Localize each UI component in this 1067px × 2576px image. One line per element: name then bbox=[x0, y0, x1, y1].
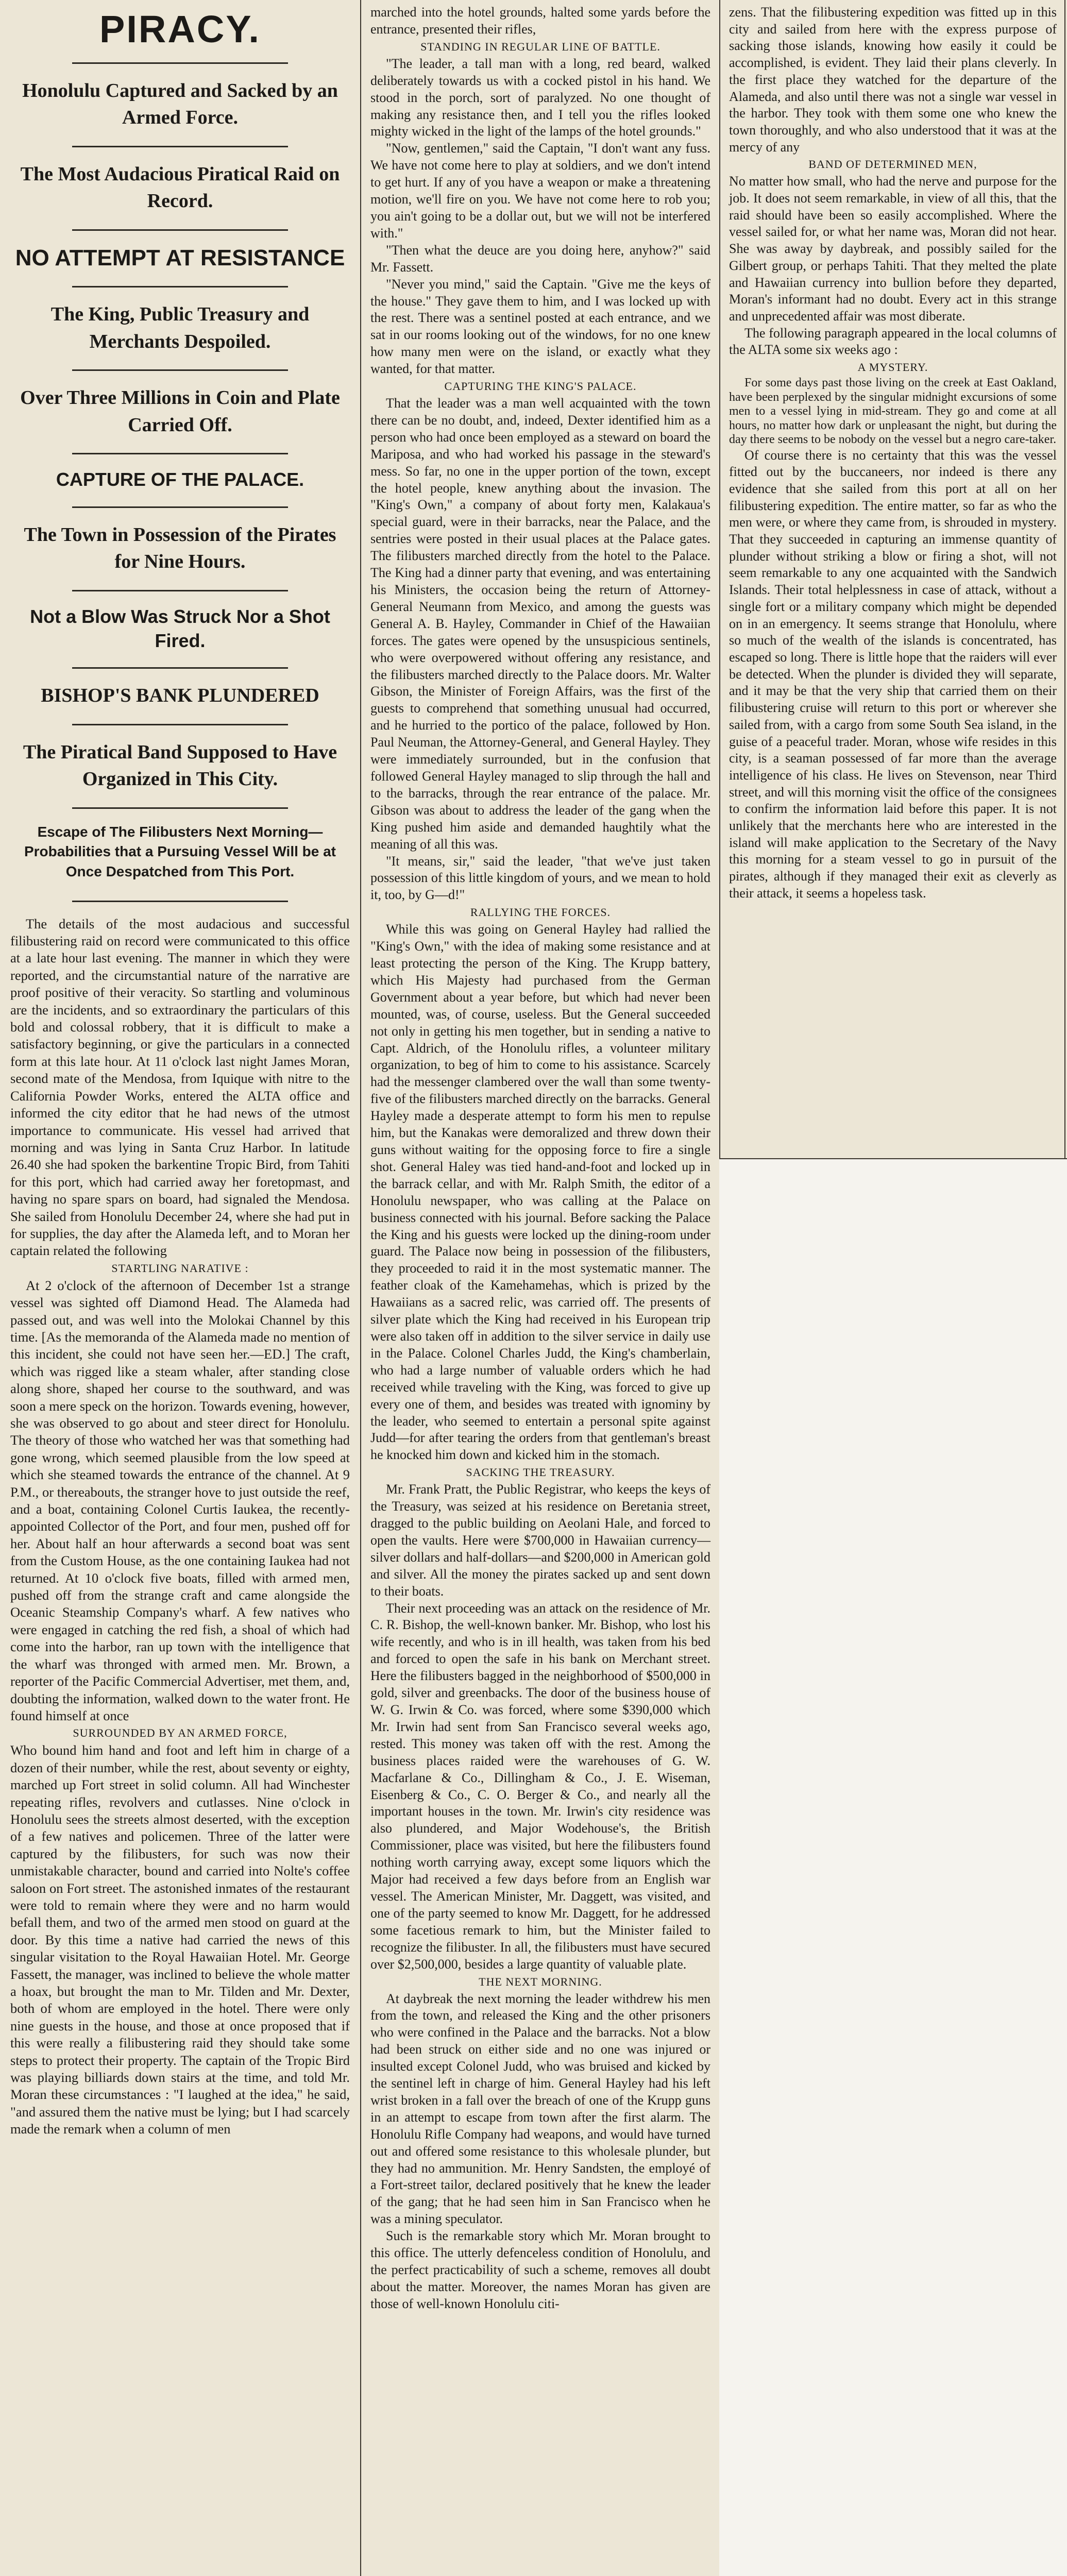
article-paragraph: Mr. Frank Pratt, the Public Registrar, who keeps the keys of the Treasury, was seized at his residence on Beretania street, dragged to the public building on Aeolani Hale, and forced to open the vaults. Here were $700,000 in Hawaiian currency—silver dollars and half-dollars—and $200,000 in American gold and silver. All the money the pirates sacked up and sent down to their boats. bbox=[370, 1482, 710, 1599]
section-heading: SURROUNDED BY AN ARMED FORCE, bbox=[73, 1726, 287, 1740]
headline-deck-7: The Town in Possession of the Pirates for Nine Hours. bbox=[24, 523, 336, 573]
headline-deck-8: Not a Blow Was Struck Nor a Shot Fired. bbox=[30, 605, 330, 651]
headline-deck-1: Honolulu Captured and Sacked by an Armed Force. bbox=[22, 80, 338, 129]
headline-deck-10: The Piratical Band Supposed to Have Organized in This City. bbox=[23, 741, 337, 790]
article-paragraph: Their next proceeding was an attack on the residence of Mr. C. R. Bishop, the well-known banker. Mr. Bishop, who lost his wife recently, and who is in ill health, was taken from his bed and forced to open the safe in his bank on Merchant street. Here the filibusters bagged in the neighborhood of $500,000 in gold, silver and greenbacks. The door of the business house of W. G. Irwin & Co. was forced, where some $390,000 which Mr. Irwin had sent from San Francisco several weeks ago, rested. This money was taken off with the rest. Among the business places raided were the warehouses of G. W. Macfarlane & Co., Dillingham & Co., J. E. Wiseman, Eisenberg & Co., C. O. Berger & Co., and nearly all the important houses in the town. Mr. Irwin's city residence was also plundered, and Major Wodehouse's, the British Commissioner, place was visited, but here the filibusters found nothing worth carrying away, except some liquors which the Major had received a few days before from an English war vessel. The American Minister, Mr. Daggett, was visited, and one of the party seemed to know Mr. Daggett, for he addressed some facetious remark to him, but the Minister failed to recognize the filibuster. In all, the filibusters must have secured over $2,500,000, besides a large quantity of valuable plate. bbox=[370, 1600, 710, 1972]
article-paragraph: "The leader, a tall man with a long, red beard, walked deliberately towards us with a cocked pistol in his hand. We stood in the porch, sort of paralyzed. No one thought of making any resistance then, and I tell you the rifles looked mighty wicked in the light of the lamps of the hotel grounds." bbox=[370, 56, 710, 139]
article-paragraph: While this was going on General Hayley had rallied the "King's Own," with the idea of making some resistance and at least protecting the person of the King. The Krupp battery, which His Majesty had purchased from the German Government about a year before, but which had never been mounted, was, of course, useless. But the General succeeded not only in getting his men together, but in sending a native to Capt. Aldrich, of the Honolulu rifles, a volunteer military organization, to beg of him to come to his assistance. Scarcely had the messenger clambered over the wall than some twenty-five of the filibusters marched directly on the barracks. General Hayley made a desperate attempt to form his men to repulse him, but the Kanakas were demoralized and threw down their guns without waiting for the opposing force to fire a single shot. General Haley was tied hand-and-foot and locked up in the barrack cellar, and with Mr. Ralph Smith, the editor of a Honolulu newspaper, who was calling at the Palace on business connected with his journal. Before sacking the Palace the King and his guests were locked up the dining-room under guard. The Palace now being in possession of the filibusters, they proceeded to raid it in the most systematic manner. The feather cloak of the Kamehamehas, which is prized by the Hawaiians as a sacred relic, was carried off. The presents of silver plate which the King had received in his European trip were also taken off in addition to the silver service in daily use in the Palace. Colonel Charles Judd, the King's chamberlain, who had a large number of valuable orders which he had received while traveling with the King, was forced to give up every one of them, and besides was treated with ignominy by the leader, who seemed to entertain a personal spite against Judd—for after tearing the orders from that gentleman's breast he knocked him down and kicked him in the stomach. bbox=[370, 922, 710, 1463]
headline-rule bbox=[72, 807, 288, 809]
headline-deck-4: The King, Public Treasury and Merchants Despoiled. bbox=[50, 303, 310, 352]
headline-rule bbox=[72, 506, 288, 508]
column-rule-left bbox=[360, 0, 361, 2576]
article-paragraph: At 2 o'clock of the afternoon of December 1st a strange vessel was sighted off Diamond Head. The Alameda had passed out, and was well into the Molokai Channel by this time. [As the memoranda of the Alameda made no mention of this incident, she could not have seen her.—ED.] The craft, which was rigged like a steam whaler, after standing close along shore, shaped her course to the southward, and was soon a mere speck on the horizon. Towards evening, however, she was observed to go about and steer direct for Honolulu. The theory of those who watched her was that something had gone wrong, which seemed plausible from the low speed at which she steamed towards the entrance of the channel. At 9 P.M., or thereabouts, the stranger hove to just outside the reef, and a boat, containing Colonel Curtis Iaukea, the recently-appointed Collector of the Port, and four men, pushed off for her. About half an hour afterwards a second boat was sent from the Custom House, as the one containing Iaukea had not returned. At 10 o'clock five boats, filled with armed men, pushed off from the strange craft and came alongside the Oceanic Steamship Company's wharf. A few natives who were engaged in catching the red fish, a shoal of which had come into the harbor, ran up town with the intelligence that the wharf was thronged with armed men. Mr. Brown, a reporter of the Pacific Commercial Advertiser, met them, and, doubting the information, walked down to the water front. He found himself at once bbox=[10, 1277, 350, 1723]
headline-deck-9: BISHOP'S BANK PLUNDERED bbox=[41, 685, 319, 707]
article-paragraph: Of course there is no certainty that this was the vessel fitted out by the buccaneers, nor indeed is there any evidence that she sailed from this port at all on her filibustering expedition. The entire matter, so far as who the men were, or where they came from, is shrouded in mystery. That they succeeded in capturing an immense quantity of plunder without striking a blow or firing a shot, will not seem remarkable to any one acquainted with the Sandwich Islands. Their total helplessness in case of attack, without a single fort or a military company which might be depended on in an emergency. It seems strange that Honolulu, where so much of the wealth of the islands is concentrated, has escaped so long. There is little hope that the raiders will ever be detected. When the plunder is divided they will separate, and it may be that the very ship that carried them on their filibustering cruise will return to this port or wherever she sailed from, with a cargo from some South Sea island, in the guise of a peaceful trader. Moran, whose wife resides in this city, is a seaman possessed of far more than the average intelligence of his class. He lives on Stevenson, near Third street, and will this morning visit the office of the consignees to confirm the information laid before this paper. It is not unlikely that the merchants here who are interested in the island will make application to the Secretary of the Navy this morning for a steam vessel to go in pursuit of the pirates, although if they managed their exit as cleverly as their attack, it seems a hopeless task. bbox=[729, 447, 1057, 901]
article-paragraph: "Now, gentlemen," said the Captain, "I don't want any fuss. We have not come here to play at soldiers, and we don't intend to get hurt. If any of you have a weapon or make a threatening motion, we'll fire on you. We have not come here to rob you; you ain't going to be a dollar out, but we will not be interfered with." bbox=[370, 141, 710, 241]
headline-rule bbox=[72, 453, 288, 454]
headline-rule bbox=[72, 901, 288, 902]
article-paragraph: Who bound him hand and foot and left him in charge of a dozen of their number, while the rest, about seventy or eighty, marched up Fort street in solid column. All had Winchester repeating rifles, revolvers and cutlasses. Nine o'clock in Honolulu sees the streets almost deserted, with the exception of a few natives and policemen. Three of the latter were captured by the filibusters, for such was now their unmistakable character, bound and carried into Nolte's coffee saloon on Fort street. The astonished inmates of the restaurant were told to remain where they were and no harm would befall them, and two of the armed men stood on guard at the door. By this time a native had carried the news of this singular visitation to the Royal Hawaiian Hotel. Mr. George Fassett, the manager, was inclined to believe the whole matter a hoax, but brought the man to Mr. Tilden and Mr. Dexter, both of whom are employed in the hotel. There were only nine guests in the house, and those at once proposed that if this were really a filibustering raid they should take some steps to protect their property. The captain of the Tropic Bird was playing billiards down stairs at the time, and told Mr. Moran these circumstances : "I laughed at the idea," he said, "and assured them the native must be lying; but I had scarcely made the remark when a column of men bbox=[10, 1742, 350, 2137]
section-heading: STARTLING NARATIVE : bbox=[111, 1261, 249, 1275]
article-paragraph: Such is the remarkable story which Mr. Moran brought to this office. The utterly defenceless condition of Honolulu, and the perfect practicability of such a scheme, removes all doubt about the matter. Moreover, the names Moran has given are those of well-known Honolulu citi- bbox=[370, 2228, 710, 2311]
headline-rule bbox=[72, 724, 288, 725]
article-paragraph: "Then what the deuce are you doing here, anyhow?" said Mr. Fassett. bbox=[370, 242, 710, 275]
headline-deck-2: The Most Audacious Piratical Raid on Record. bbox=[20, 163, 340, 212]
quoted-paragraph: For some days past those living on the creek at East Oakland, have been perplexed by the singular midnight excursions of some men to a vessel lying in mid-stream. They go and come at all hours, no matter how dark or unpleasant the night, but during the day there seems to be nobody on the vessel but a negro care-taker. bbox=[729, 376, 1057, 447]
article-paragraph: At daybreak the next morning the leader withdrew his men from the town, and released the King and the other prisoners who were confined in the Palace and the barracks. Not a blow had been struck on either side and no one was injured or insulted except Colonel Judd, who was bruised and kicked by the sentinel left in charge of him. General Hayley had his left wrist broken in a fall over the breach of one of the Krupp guns in an attempt to escape from town after the first alarm. The Honolulu Rifle Company had weapons, and would have turned out and offered some resistance to this wholesale plunder, but they had no ammunition. Mr. Henry Sandsten, the employé of a Fort-street tailor, declared positively that he knew the leader of the gang; that he had seen him in San Francisco when he was a mining speculator. bbox=[370, 1991, 710, 2227]
headline-deck-3: NO ATTEMPT AT RESISTANCE bbox=[15, 245, 345, 270]
article-paragraph: The following paragraph appeared in the local columns of the ALTA some six weeks ago : bbox=[729, 325, 1057, 358]
headline-deck-6: CAPTURE OF THE PALACE. bbox=[56, 469, 304, 490]
headline-rule bbox=[72, 286, 288, 287]
section-heading: STANDING IN REGULAR LINE OF BATTLE. bbox=[420, 40, 660, 53]
headline-rule bbox=[72, 146, 288, 147]
section-heading: CAPTURING THE KING'S PALACE. bbox=[444, 380, 637, 393]
article-paragraph: marched into the hotel grounds, halted some yards before the entrance, presented their rifles, bbox=[370, 5, 710, 37]
headline-deck-5: Over Three Millions in Coin and Plate Carried Off. bbox=[20, 387, 340, 436]
headline-rule bbox=[72, 590, 288, 591]
column-rule-right bbox=[1064, 0, 1065, 1159]
article-paragraph: "It means, sir," said the leader, "that we've just taken possession of this little kingdom of yours, and we mean to hold it, too, by G—d!" bbox=[370, 853, 710, 903]
article-paragraph: "Never you mind," said the Captain. "Give me the keys of the house." They gave them to him, and I was locked up with the rest. There was a sentinel posted at each entrance, and we sat in our rooms looking out of the windows, for no one knew how many men were on the island, or exactly what they wanted, for that matter. bbox=[370, 276, 710, 377]
article-paragraph: zens. That the filibustering expedition was fitted up in this city and sailed from here with the express purpose of sacking those islands, knowing how easily it could be accomplished, is evident. They laid their plans cleverly. In the first place they watched for the departure of the Alameda, and also until there was not a single war vessel in the harbor. They took with them some one who knew the town thoroughly, and who also understood that it was at the mercy of any bbox=[729, 5, 1057, 155]
section-heading: A MYSTERY. bbox=[857, 361, 928, 374]
headline-rule bbox=[72, 229, 288, 231]
headline-deck-11: Escape of The Filibusters Next Morning—Probabilities that a Pursuing Vessel Will be at Once Despatched from This Port. bbox=[24, 823, 336, 879]
blank-area bbox=[719, 1159, 1067, 2576]
section-heading: THE NEXT MORNING. bbox=[479, 1975, 602, 1988]
headline-rule bbox=[72, 62, 288, 64]
column-1 bbox=[0, 0, 358, 2576]
column-3 bbox=[722, 0, 1063, 1159]
article-paragraph: The details of the most audacious and successful filibustering raid on record were communicated to this office at a late hour last evening. The manner in which they were reported, and the circumstantial nature of the narrative are proof positive of their veracity. So startling and voluminous are the incidents, and so extraordinary the particulars of this bold and colossal robbery, that it is difficult to make a satisfactory beginning, or give the particulars in a connected form at this late hour. At 11 o'clock last night James Moran, second mate of the Mendosa, from Iquique with nitre to the California Powder Works, entered the ALTA office and informed the city editor that he had news of the utmost importance to communicate. His vessel had arrived that morning and was lying in Santa Cruz Harbor. In latitude 26.40 she had spoken the barkentine Tropic Bird, from Tahiti for this port, which had carried away her foretopmast, and having no spare spars on board, had signaled the Mendosa. She sailed from Honolulu December 24, where she had put in for supplies, the day after the Alameda left, and to Moran her captain related the following bbox=[10, 916, 350, 1259]
headline-rule bbox=[72, 369, 288, 371]
column-2 bbox=[363, 0, 718, 2576]
section-heading: RALLYING THE FORCES. bbox=[470, 906, 611, 919]
section-heading: SACKING THE TREASURY. bbox=[466, 1466, 615, 1479]
section-heading: BAND OF DETERMINED MEN, bbox=[808, 158, 977, 171]
article-paragraph: That the leader was a man well acquainted with the town there can be no doubt, and, indeed, Dexter identified him as a person who had once been employed as a steward on board the Mariposa, and who had worked his passage in the steward's mess. So far, no one in the upper portion of the town, except the hotel people, knew anything about the invasion. The "King's Own," a company of about forty men, Kalakaua's special guard, were in their barracks, near the Palace, and the sentries were posted in their usual places at the Palace gates. The filibusters marched directly from the hotel to the Palace. The King had a dinner party that evening, and was entertaining his Ministers, the occasion being the return of Attorney-General Neumann from Mexico, and among the guests was General A. B. Hayley, Commander in Chief of the Hawaiian forces. The gates were opened by the unsuspicious sentinels, who were overpowered without offering any resistance, and the filibusters marched directly to the Palace doors. Mr. Walter Gibson, the Minister of Foreign Affairs, was the first of the guests to comprehend that something unusual had occurred, and he hurried to the portico of the palace, followed by Hon. Paul Neuman, the Attorney-General, and General Hayley. They were immediately surrounded, but in the confusion that followed General Hayley managed to slip through the hall and to the barracks, through the rear entrance of the palace. Mr. Gibson was about to address the leader of the gang when the King pushed him aside and demanded haughtily what the meaning of all this was. bbox=[370, 396, 710, 852]
headline-rule bbox=[72, 667, 288, 669]
headline-title: PIRACY. bbox=[99, 8, 261, 50]
article-paragraph: No matter how small, who had the nerve and purpose for the job. It does not seem remarkable, in view of all this, that the raid should have been so easily accomplished. Where the vessel sailed for, or what her name was, Moran did not hear. She was away by daybreak, and possibly sailed for the Gilbert group, or perhaps Tahiti. That they melted the plate and Hawaiian currency into bullion before they departed, Moran's informant had no doubt. Every act in this strange and unprecedented affair was most diberate. bbox=[729, 174, 1057, 324]
